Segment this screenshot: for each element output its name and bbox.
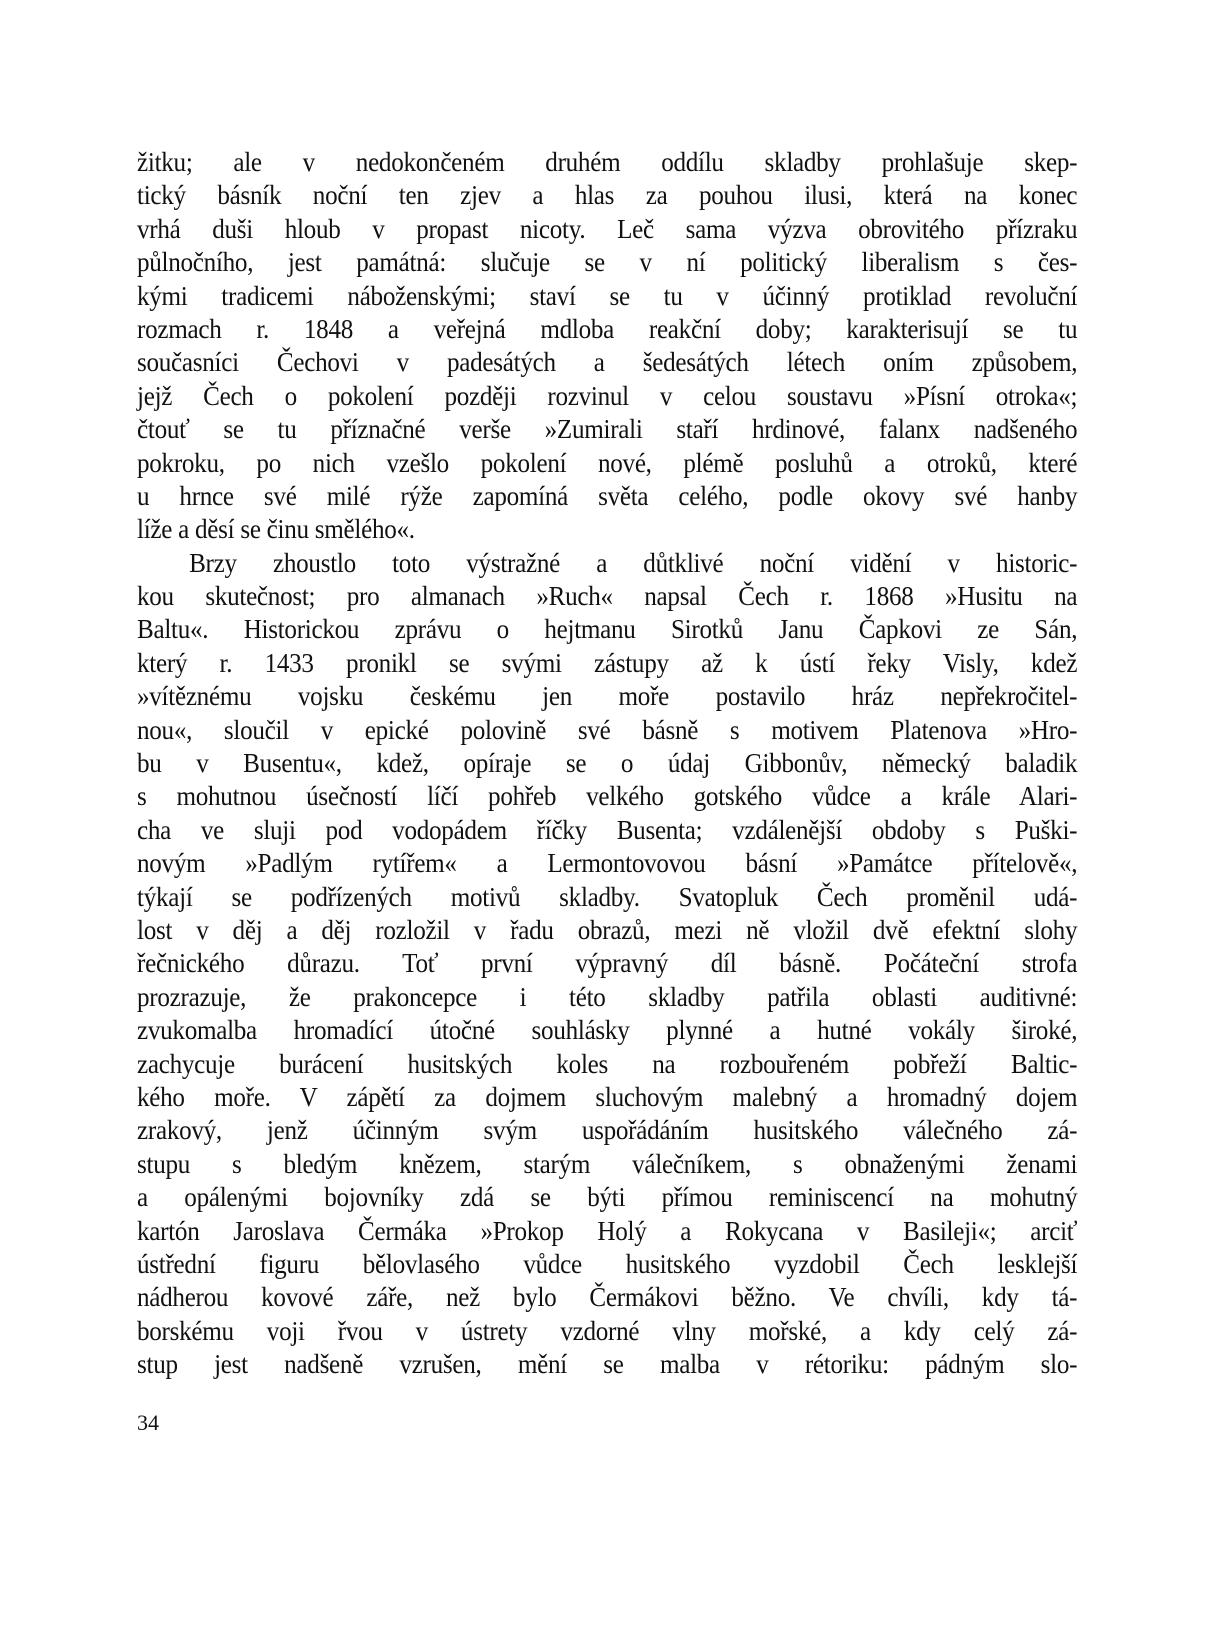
- page-number: 34: [137, 1410, 159, 1435]
- text-line: ústřední figuru bělovlasého vůdce husitského vyzdobil Čech lesklejší: [137, 1248, 1078, 1279]
- text-line: kými tradicemi náboženskými; staví se tu v účinný protiklad revoluční: [137, 280, 1078, 311]
- paragraph-start-line: Brzy zhoustlo toto výstražné a důtklivé noční vidění v historic-: [189, 547, 1078, 578]
- text-line: tický básník noční ten zjev a hlas za pouhou ilusi, která na konec: [137, 180, 1078, 211]
- text-line: stupu s bledým knězem, starým válečníkem, s obnaženými ženami: [137, 1148, 1078, 1179]
- text-line: zachycuje burácení husitských koles na rozbouřeném pobřeží Baltic-: [137, 1048, 1078, 1079]
- text-line: který r. 1433 pronikl se svými zástupy až k ústí řeky Visly, kdež: [137, 647, 1078, 678]
- text-line: u hrnce své milé rýže zapomíná světa celého, podle okovy své hanby: [137, 480, 1078, 511]
- text-line: stup jest nadšeně vzrušen, mění se malba v rétoriku: pádným slo-: [137, 1349, 1078, 1380]
- text-line: a opálenými bojovníky zdá se býti přímou reminiscencí na mohutný: [137, 1182, 1078, 1213]
- text-line: novým »Padlým rytířem« a Lermontovovou básní »Památce přítelově«,: [137, 848, 1078, 879]
- text-line: s mohutnou úsečností líčí pohřeb velkého gotského vůdce a krále Alari-: [137, 781, 1078, 812]
- text-line: borskému voji řvou v ústrety vzdorné vlny mořské, a kdy celý zá-: [137, 1315, 1078, 1346]
- text-line: řečnického důrazu. Toť první výpravný díl básně. Počáteční strofa: [137, 948, 1078, 979]
- text-line: pokroku, po nich vzešlo pokolení nové, plémě posluhů a otroků, které: [137, 447, 1078, 478]
- text-line: jejž Čech o pokolení později rozvinul v celou soustavu »Písní otroka«;: [137, 380, 1078, 411]
- text-line: zvukomalba hromadící útočné souhlásky plynné a hutné vokály široké,: [137, 1015, 1078, 1046]
- text-line: líže a děsí se činu smělého«.: [137, 514, 415, 545]
- text-line: »vítěznému vojsku českému jen moře postavilo hráz nepřekročitel-: [137, 681, 1078, 712]
- text-line: cha ve sluji pod vodopádem říčky Busenta; vzdálenější obdoby s Puški-: [137, 814, 1078, 845]
- text-line: bu v Busentu«, kdež, opíraje se o údaj Gibbonův, německý baladik: [137, 748, 1078, 779]
- text-line: vrhá duši hloub v propast nicoty. Leč sama výzva obrovitého přízraku: [137, 213, 1078, 244]
- text-line: čtouť se tu příznačné verše »Zumirali staří hrdinové, falanx nadšeného: [137, 414, 1078, 445]
- text-line: kého moře. V zápětí za dojmem sluchovým malebný a hromadný dojem: [137, 1081, 1078, 1112]
- text-line: současníci Čechovi v padesátých a šedesátých létech oním způsobem,: [137, 347, 1078, 378]
- text-line: půlnočního, jest památná: slučuje se v ní politický liberalism s čes-: [137, 247, 1078, 278]
- text-line: týkají se podřízených motivů skladby. Svatopluk Čech proměnil udá-: [137, 881, 1078, 912]
- text-line: žitku; ale v nedokončeném druhém oddílu skladby prohlašuje skep-: [137, 147, 1078, 177]
- text-line: nádherou kovové záře, než bylo Čermákovi běžno. Ve chvíli, kdy tá-: [137, 1282, 1078, 1313]
- text-line: nou«, sloučil v epické polovině své básně s motivem Platenova »Hro-: [137, 714, 1078, 745]
- text-line: kartón Jaroslava Čermáka »Prokop Holý a Rokycana v Basileji«; arciť: [137, 1215, 1078, 1246]
- text-line: lost v děj a děj rozložil v řadu obrazů, mezi ně vložil dvě efektní slohy: [137, 914, 1078, 945]
- text-line: zrakový, jenž účinným svým uspořádáním husitského válečného zá-: [137, 1115, 1078, 1146]
- text-line: kou skutečnost; pro almanach »Ruch« napsal Čech r. 1868 »Husitu na: [137, 581, 1078, 612]
- text-line: Baltu«. Historickou zprávu o hejtmanu Sirotků Janu Čapkovi ze Sán,: [137, 614, 1078, 645]
- text-line: rozmach r. 1848 a veřejná mdloba reakční doby; karakterisují se tu: [137, 313, 1078, 344]
- page-body: [137, 146, 1077, 1381]
- text-line: prozrazuje, že prakoncepce i této skladby patřila oblasti auditivné:: [137, 981, 1078, 1012]
